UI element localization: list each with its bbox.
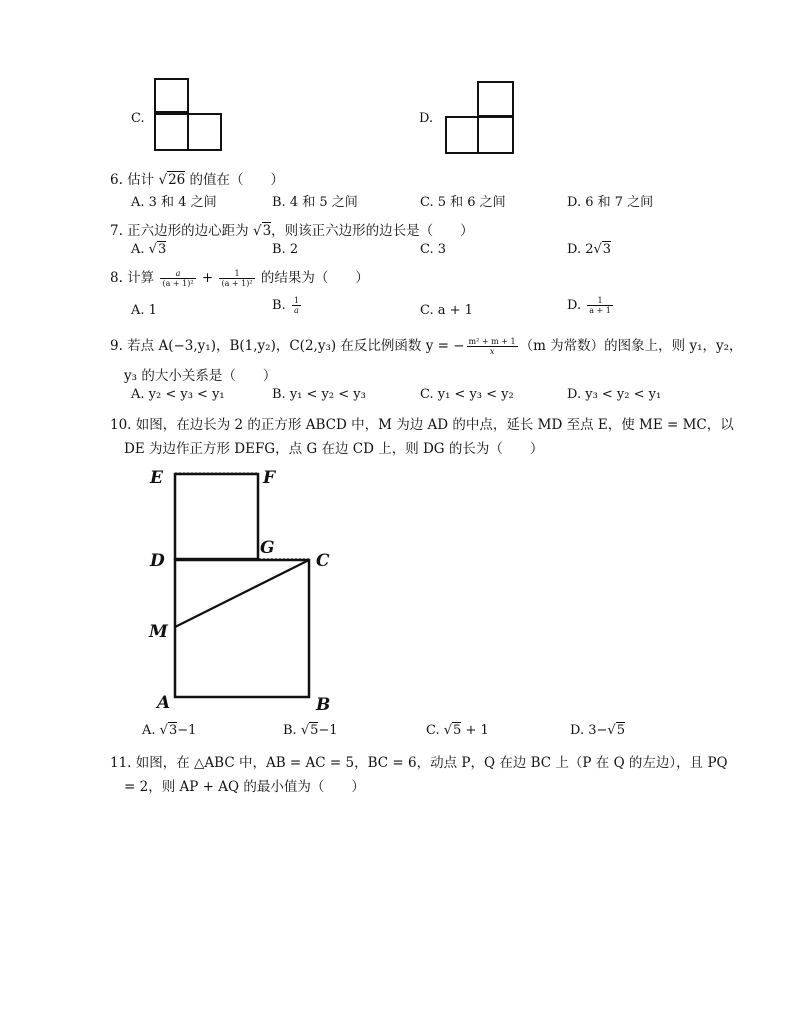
option-c-label: C. (131, 111, 145, 126)
q9-option-c: C. y₁ < y₃ < y₂ (420, 387, 514, 402)
q8-option-c: C. a + 1 (420, 303, 473, 318)
q8-option-b: B. $\frac{1}{a}$ (272, 296, 299, 315)
question-10-line-2: DE 为边作正方形 DEFG，点 G 在边 CD 上，则 DG 的长为（ ） (124, 441, 544, 457)
q10-option-d: D. 3−√5 (570, 723, 625, 738)
q9-option-d: D. y₃ < y₂ < y₁ (567, 387, 662, 402)
q8-option-a: A. 1 (131, 303, 157, 318)
question-11-line-2: = 2，则 AP + AQ 的最小值为（ ） (124, 779, 365, 795)
q6-option-b: B. 4 和 5 之间 (272, 195, 358, 210)
question-10-line-1: 10. 如图，在边长为 2 的正方形 ABCD 中，M 为边 AD 的中点，延长 MD 至点 E，使 ME = MC，以 (110, 417, 734, 433)
segment-mc (175, 560, 309, 627)
q7-option-d: D. 2√3 (567, 242, 612, 257)
question-9-line-1: 9. 若点 A(−3,y₁)，B(1,y₂)，C(2,y₃) 在反比例函数 y = − $\frac{\text{m² + m + 1}}{x}$ （m 为常数）的图象上，则 y₁，y₂， (110, 337, 743, 356)
fraction-2: $\frac{1}{\text{(a + 1)²}}$ (221, 269, 253, 288)
q10-option-b: B. √5−1 (283, 723, 338, 738)
square-abcd (175, 560, 309, 697)
q7-option-b: B. 2 (272, 242, 299, 257)
label-a: A (157, 693, 171, 713)
sqrt-26: √26 (158, 172, 186, 188)
q6-option-a: A. 3 和 4 之间 (131, 195, 217, 210)
q9-option-b: B. y₁ < y₂ < y₃ (272, 387, 366, 402)
label-b: B (316, 695, 331, 715)
label-c: C (316, 551, 330, 571)
label-m: M (149, 622, 168, 642)
q7-option-c: C. 3 (420, 242, 447, 257)
square-defg (175, 474, 258, 559)
label-g: G (260, 538, 275, 558)
q6-option-d: D. 6 和 7 之间 (567, 195, 654, 210)
q6-option-c: C. 5 和 6 之间 (420, 195, 506, 210)
question-6: 6. 估计 √26 的值在（ ） (110, 172, 285, 188)
question-9-line-2: y₃ 的大小关系是（ ） (124, 368, 277, 384)
question-7: 7. 正六边形的边心距为 √3，则该正六边形的边长是（ ） (110, 223, 474, 239)
question-8: 8. 计算 $\frac{a}{\text{(a + 1)²}}$ + $\frac{1}{\text{(a + 1)²}}$ 的结果为（ ） (110, 269, 369, 288)
label-d: D (150, 551, 165, 571)
option-d-label: D. (419, 111, 434, 126)
fraction-1: $\frac{a}{\text{(a + 1)²}}$ (162, 269, 194, 288)
question-11-line-1: 11. 如图，在 △ABC 中，AB = AC = 5，BC = 6，动点 P，Q 在边 BC 上（P 在 Q 的左边），且 PQ (110, 755, 728, 771)
q7-option-a: A. √3 (131, 242, 167, 257)
q10-option-a: A. √3−1 (142, 723, 197, 738)
q10-option-c: C. √5 + 1 (426, 723, 489, 738)
q9-option-a: A. y₂ < y₃ < y₁ (131, 387, 225, 402)
q8-option-d: D. $\frac{1}{a + 1}$ (567, 296, 611, 315)
label-f: F (263, 468, 276, 488)
label-e: E (150, 468, 163, 488)
